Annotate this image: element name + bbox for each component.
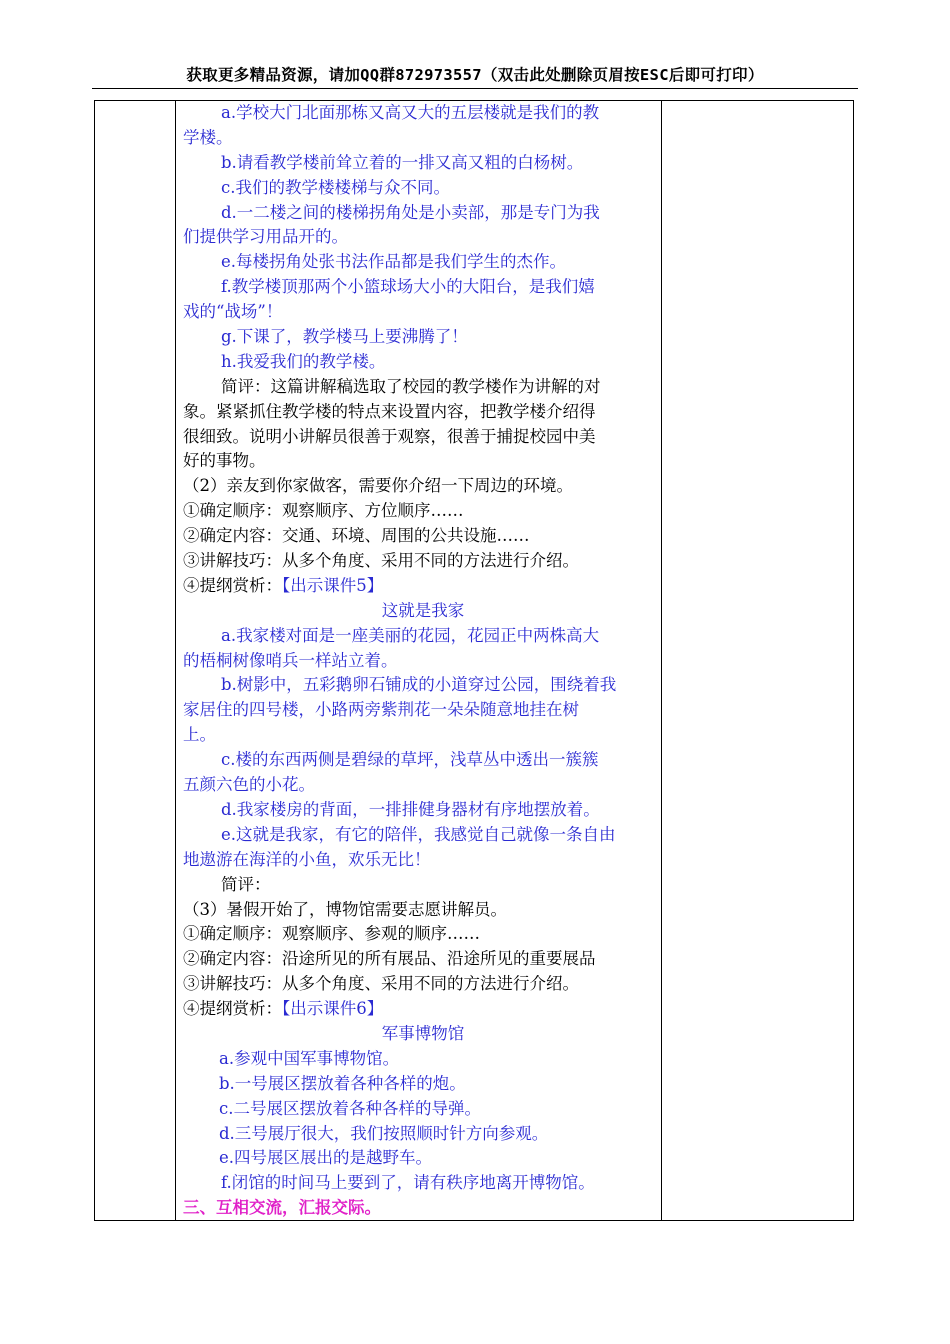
list-item-continuation: 戏的“战场”！ (183, 302, 283, 322)
comment-text: 简评： (221, 874, 271, 894)
list-item: e.每楼拐角处张书法作品都是我们学生的杰作。 (221, 252, 567, 272)
list-item: c.楼的东西两侧是碧绿的草坪，浅草丛中透出一簇簇 (221, 750, 599, 770)
list-item: e.四号展区展出的是越野车。 (219, 1148, 433, 1168)
table-column-divider-1 (175, 100, 176, 1221)
list-item: b.树影中，五彩鹅卵石铺成的小道穿过公园，围绕着我 (221, 675, 617, 695)
list-item: c.我们的教学楼楼梯与众不同。 (221, 177, 450, 197)
list-item-continuation: 们提供学习用品开的。 (183, 227, 348, 247)
comment-text: 象。紧紧抓住教学楼的特点来设置内容，把教学楼介绍得 (183, 401, 596, 421)
list-item-continuation: 家居住的四号楼，小路两旁紫荆花一朵朵随意地挂在树 (183, 700, 579, 720)
list-item: a.参观中国军事博物馆。 (219, 1048, 400, 1068)
section-heading: 三、互相交流，汇报交际。 (183, 1198, 381, 1218)
outline-line (183, 997, 663, 1022)
list-item: h.我爱我们的教学楼。 (221, 351, 386, 371)
list-item-continuation: 的梧桐树像哨兵一样站立着。 (183, 650, 398, 670)
list-item: f.教学楼顶那两个小篮球场大小的大阳台，是我们嬉 (221, 277, 595, 297)
step-item: ②确定内容：交通、环境、周围的公共设施…… (183, 526, 530, 546)
step-item: ①确定顺序：观察顺序、方位顺序…… (183, 501, 464, 521)
lesson-content-cell (183, 101, 663, 1221)
header-rule (92, 88, 858, 89)
courseware-link[interactable]: 【出示课件5】 (282, 575, 384, 595)
comment-text: 简评：这篇讲解稿选取了校园的教学楼作为讲解的对 (221, 376, 601, 396)
list-item: d.三号展厅很大，我们按照顺时针方向参观。 (219, 1123, 549, 1143)
comment-text: 好的事物。 (183, 451, 266, 471)
outline-line (183, 574, 663, 599)
step-item: ①确定顺序：观察顺序、参观的顺序…… (183, 924, 480, 944)
step-item: ③讲解技巧：从多个角度、采用不同的方法进行介绍。 (183, 974, 579, 994)
comment-text: 很细致。说明小讲解员很善于观察，很善于捕捉校园中美 (183, 426, 596, 446)
step-item: ②确定内容：沿途所见的所有展品、沿途所见的重要展品 (183, 949, 596, 969)
list-item: d.我家楼房的背面，一排排健身器材有序地摆放着。 (221, 799, 600, 819)
list-item-continuation: 上。 (183, 725, 216, 745)
list-item: a.我家楼对面是一座美丽的花园，花园正中两株高大 (221, 625, 600, 645)
list-item: b.一号展区摆放着各种各样的炮。 (219, 1073, 466, 1093)
list-item: d.一二楼之间的楼梯拐角处是小卖部，那是专门为我 (221, 202, 600, 222)
courseware-link[interactable]: 【出示课件6】 (282, 999, 384, 1019)
list-item: f.闭馆的时间马上要到了，请有秩序地离开博物馆。 (221, 1173, 595, 1193)
outline-label: ④提纲赏析： (183, 575, 282, 595)
list-item-continuation: 学楼。 (183, 127, 233, 147)
text-title: 军事博物馆 (381, 1023, 465, 1043)
list-item: b.请看教学楼前耸立着的一排又高又粗的白杨树。 (221, 152, 584, 172)
list-item-continuation: 地遨游在海洋的小鱼，欢乐无比！ (183, 849, 431, 869)
outline-label: ④提纲赏析： (183, 999, 282, 1019)
text-title: 这就是我家 (381, 600, 465, 620)
section-intro: （3）暑假开始了，博物馆需要志愿讲解员。 (183, 899, 507, 919)
list-item: a.学校大门北面那栋又高又大的五层楼就是我们的教 (221, 103, 600, 122)
page-header[interactable]: 获取更多精品资源，请加QQ群872973557（双击此处删除页眉按ESC后即可打印） (186, 66, 764, 84)
list-item: e.这就是我家，有它的陪伴，我感觉自己就像一条自由 (221, 824, 616, 844)
step-item: ③讲解技巧：从多个角度、采用不同的方法进行介绍。 (183, 551, 579, 571)
list-item: g.下课了，教学楼马上要沸腾了！ (221, 327, 468, 347)
list-item: c.二号展区摆放着各种各样的导弹。 (219, 1098, 481, 1118)
list-item-continuation: 五颜六色的小花。 (183, 775, 315, 795)
section-intro: （2）亲友到你家做客，需要你介绍一下周边的环境。 (183, 476, 573, 496)
